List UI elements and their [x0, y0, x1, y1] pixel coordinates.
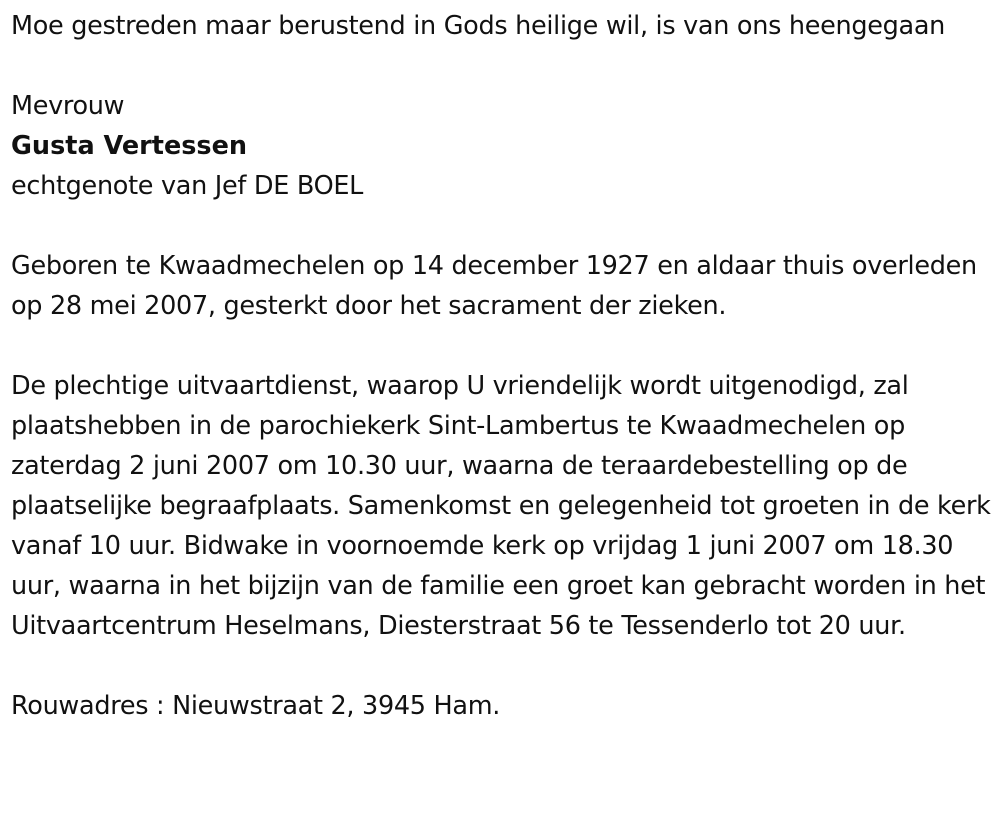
service-paragraph: De plechtige uitvaartdienst, waarop U vriendelijk wordt uitgenodigd, zal plaatshebben in de parochiekerk Sint-Lambertus te Kwaadmechelen op zaterdag 2 juni 2007 om 10.30 uur, waarna de teraardebestelling op de plaatselijke begraafplaats. Samenkomst en gelegenheid tot groeten in de kerk vanaf 10 uur. Bidwake in voornoemde kerk op vrijdag 1 juni 2007 om 18.30 uur, waarna in het bijzijn van de familie een groet kan gebracht worden in het Uitvaartcentrum Heselmans, Diesterstraat 56 te Tessenderlo tot 20 uur.	[11, 371, 991, 641]
birth-death-paragraph: Geboren te Kwaadmechelen op 14 december 1927 en aldaar thuis overleden op 28 mei 2007, gesterkt door het sacrament der zieken.	[11, 251, 977, 321]
obituary-notice	[11, 6, 996, 726]
deceased-name: Gusta Vertessen	[11, 131, 248, 161]
spacer	[11, 46, 996, 86]
spacer	[11, 206, 996, 246]
address-line: Rouwadres : Nieuwstraat 2, 3945 Ham.	[11, 691, 501, 721]
spacer	[11, 326, 996, 366]
spouse-line: echtgenote van Jef DE BOEL	[11, 171, 364, 201]
spacer	[11, 646, 996, 686]
title-line: Mevrouw	[11, 91, 125, 121]
intro-paragraph: Moe gestreden maar berustend in Gods heilige wil, is van ons heengegaan	[11, 11, 946, 41]
